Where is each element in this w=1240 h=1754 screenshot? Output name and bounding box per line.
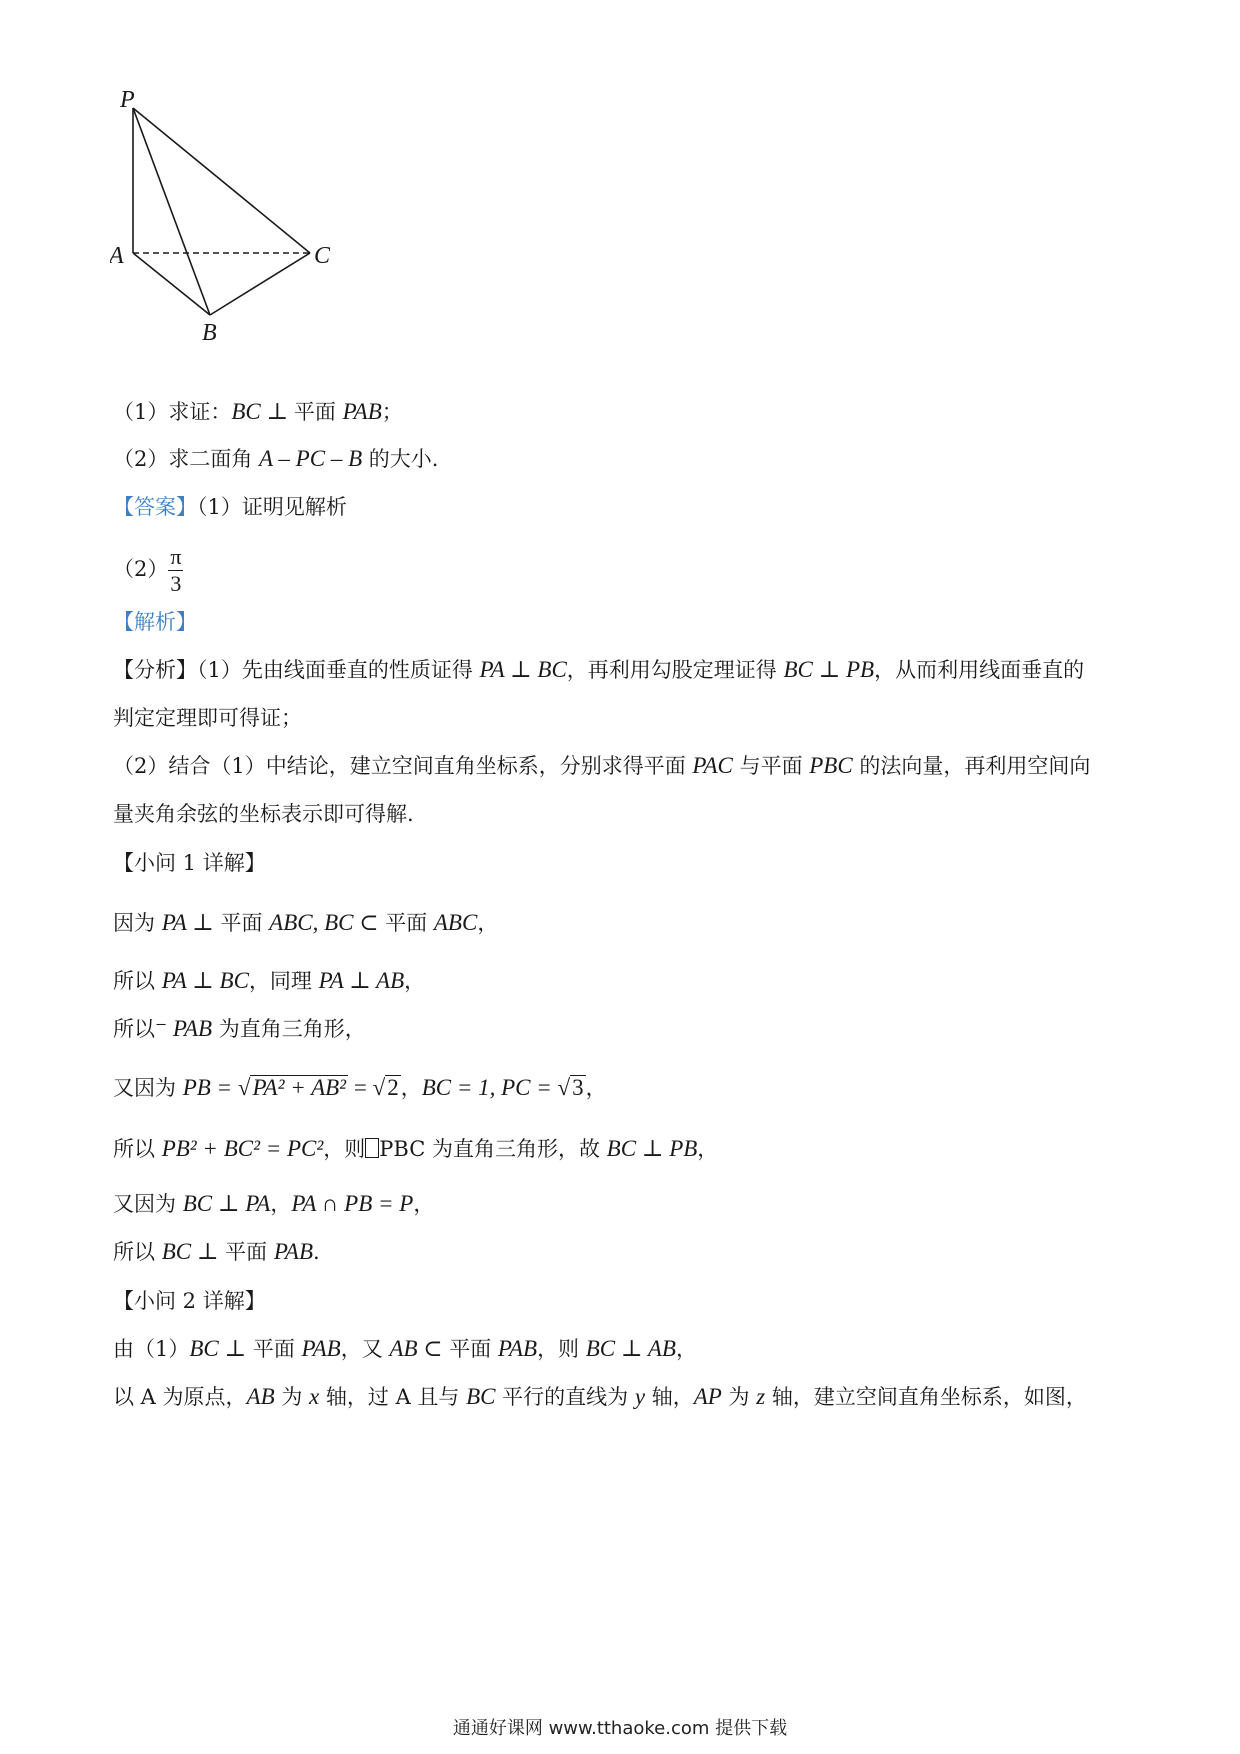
question-1: （1）求证：BC ⊥ 平面 PAB； xyxy=(113,399,403,424)
sub2-title: 【小问 2 详解】 xyxy=(113,1289,266,1313)
sub1-line-4: 又因为 PB = √PA² + AB² = √2，BC = 1, PC = √3， xyxy=(113,1075,607,1100)
sub1-line-2: 所以 PA ⊥ BC，同理 PA ⊥ AB， xyxy=(113,968,426,993)
sqrt-pa2-ab2: PA² + AB² xyxy=(252,1075,347,1100)
vertex-label-b: B xyxy=(202,320,217,346)
analysis-tag-line xyxy=(113,607,197,637)
answer-line-2: （2） $\frac{\pi}{3}$ xyxy=(113,544,182,596)
tetrahedron-diagram xyxy=(110,90,370,380)
page-footer: 通通好课网 www.tthaoke.com 提供下载 xyxy=(452,1718,788,1739)
vertex-label-c: C xyxy=(314,243,331,269)
vertex-label-a: A xyxy=(110,243,124,269)
answer-tag: 【答案】 xyxy=(113,495,197,519)
answer-line: 【答案】（1）证明见解析 xyxy=(113,495,347,519)
sub1-line-6: 又因为 BC ⊥ PA，PA ∩ PB = P， xyxy=(113,1191,435,1216)
analysis-line-1: 【分析】（1）先由线面垂直的性质证得 PA ⊥ BC，再利用勾股定理证得 BC ⊥ PB，从而利用线面垂直的 xyxy=(113,657,1085,682)
question-2: （2）求二面角 A – PC – B 的大小. xyxy=(113,446,439,471)
sub1-line-5: 所以 PB² + BC² = PC²，则 PBC 为直角三角形，故 BC ⊥ PB， xyxy=(113,1136,719,1161)
sub1-line-3: 所以⁻ PAB 为直角三角形， xyxy=(113,1016,366,1041)
analysis-line-3: （2）结合（1）中结论，建立空间直角坐标系，分别求得平面 PAC 与平面 PBC 的法向量，再利用空间向 xyxy=(113,753,1091,778)
sqrt-3: 3 xyxy=(572,1075,584,1100)
analysis-line-2: 判定定理即可得证； xyxy=(113,706,302,730)
sub1-line-1: 因为 PA ⊥ 平面 ABC, BC ⊂ 平面 ABC， xyxy=(113,910,499,935)
analysis-tag: 【解析】 xyxy=(113,610,197,634)
edge-bc xyxy=(210,253,310,315)
analysis-line-4: 量夹角余弦的坐标表示即可得解. xyxy=(113,802,414,826)
tetrahedron-figure xyxy=(110,90,370,380)
vertex-label-p: P xyxy=(120,90,135,113)
sub2-line-2: 以 A 为原点，AB 为 x 轴，过 A 且与 BC 平行的直线为 y 轴，AP 为 z 轴，建立空间直角坐标系，如图， xyxy=(113,1384,1087,1409)
missing-glyph-box xyxy=(365,1138,379,1158)
answer-fraction: $\frac{\pi}{3}$ xyxy=(170,544,182,596)
sub2-line-1: 由（1）BC ⊥ 平面 PAB，又 AB ⊂ 平面 PAB，则 BC ⊥ AB， xyxy=(113,1336,697,1361)
sub1-line-7: 所以 BC ⊥ 平面 PAB. xyxy=(113,1239,320,1264)
sqrt-2: 2 xyxy=(387,1075,399,1100)
sub1-title: 【小问 1 详解】 xyxy=(113,851,266,875)
